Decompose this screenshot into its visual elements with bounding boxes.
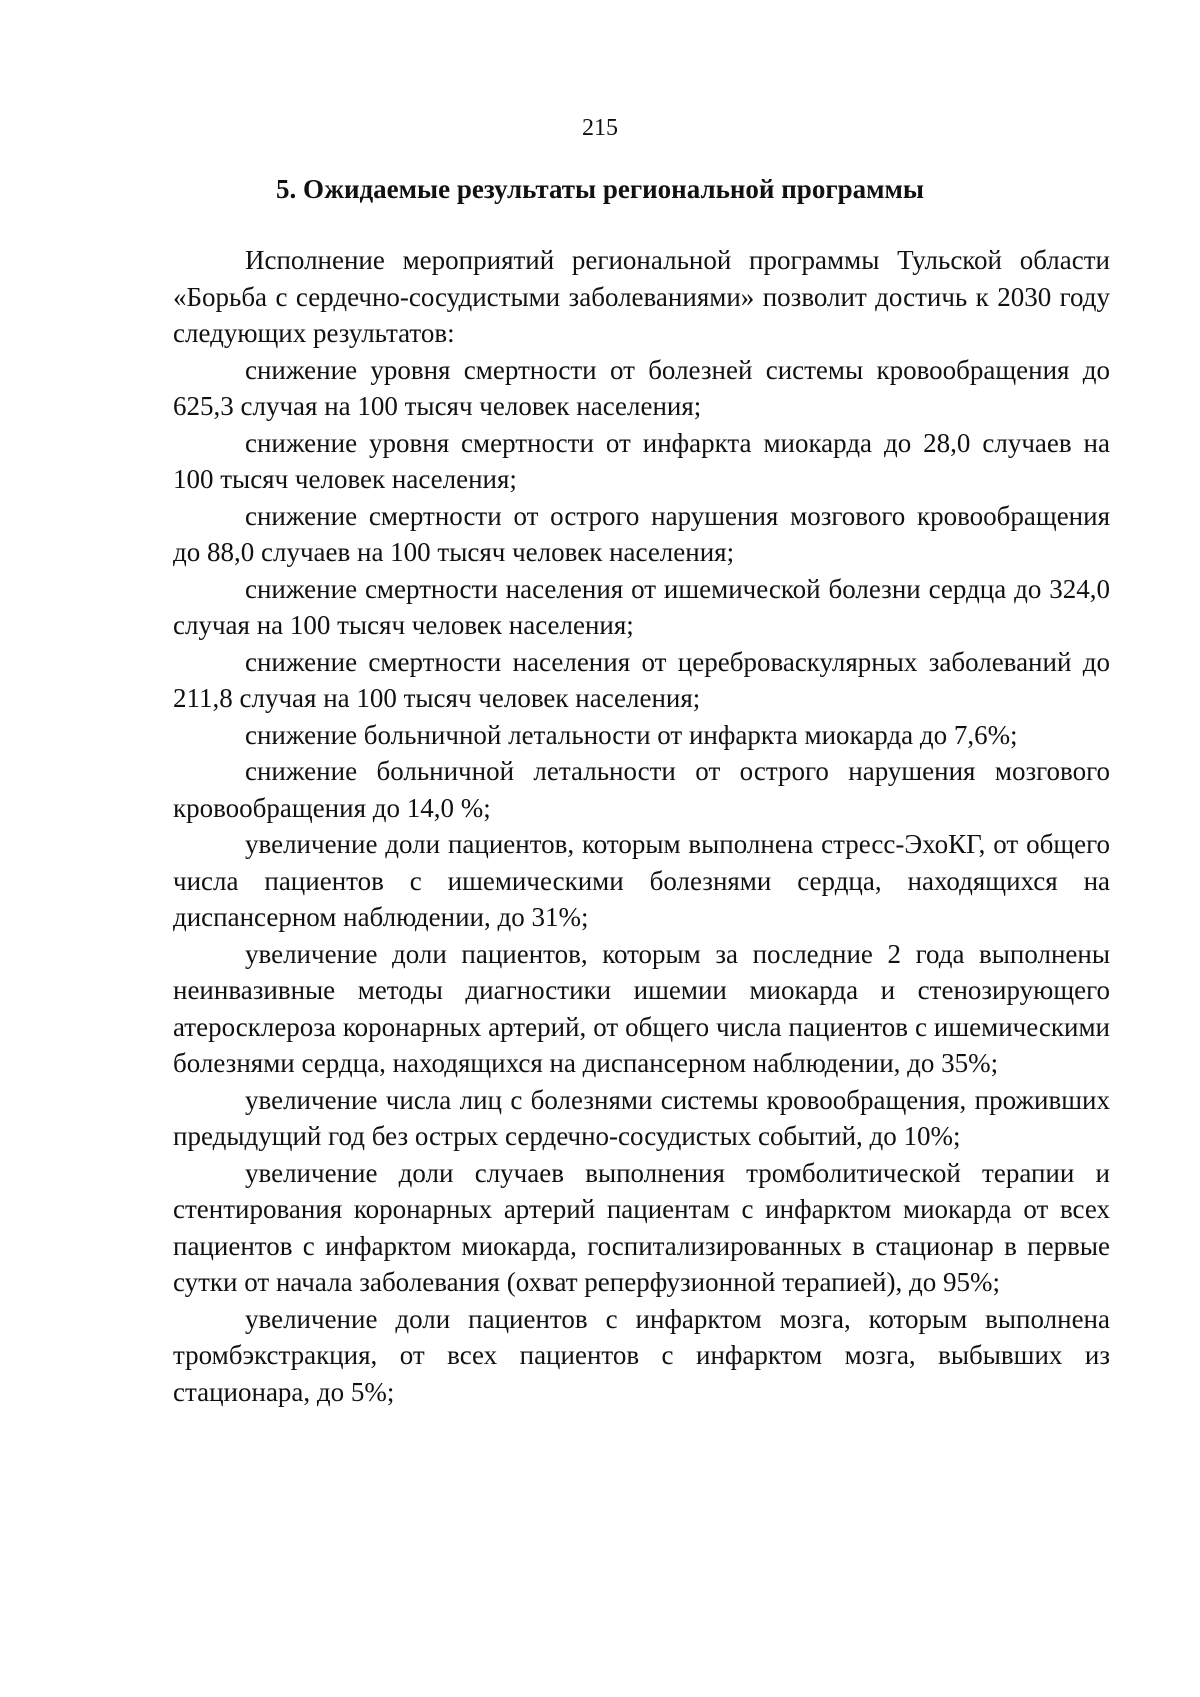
- paragraph-item: увеличение числа лиц с болезнями системы кровообращения, проживших предыдущий год без острых сердечно-сосудистых событий, до 10%;: [173, 1084, 1110, 1151]
- paragraph-item: увеличение доли пациентов с инфарктом мозга, которым выполнена тромбэкстракция, от всех пациентов с инфарктом мозга, выбывших из стационара, до 5%;: [173, 1303, 1110, 1407]
- paragraph-item: увеличение доли пациентов, которым выполнена стресс-ЭхоКГ, от общего числа пациентов с ишемическими болезнями сердца, находящихся на диспансерном наблюдении, до 31%;: [173, 829, 1110, 932]
- paragraph-intro: Исполнение мероприятий региональной программы Тульской области «Борьба с сердечно-сосудистыми заболеваниями» позволит достичь к 2030 году следующих результатов:: [173, 245, 1110, 348]
- paragraph-item: снижение уровня смертности от болезней системы кровообращения до 625,3 случая на 100 тысяч человек населения;: [173, 354, 1110, 421]
- document-body: [173, 242, 1110, 1410]
- paragraph-item: снижение уровня смертности от инфаркта миокарда до 28,0 случаев на 100 тысяч человек населения;: [173, 427, 1110, 494]
- paragraph-item: снижение смертности от острого нарушения мозгового кровообращения до 88,0 случаев на 100 тысяч человек населения;: [173, 500, 1110, 567]
- paragraph-item: увеличение доли пациентов, которым за последние 2 года выполнены неинвазивные методы диагностики ишемии миокарда и стенозирующего атеросклероза коронарных артерий, от общего числа пациентов с ишемическими болезнями сердца, находящихся на диспансерном наблюдении, до 35%;: [173, 938, 1110, 1078]
- paragraph-item: снижение больничной летальности от инфаркта миокарда до 7,6%;: [245, 719, 1018, 750]
- paragraph-item: снижение больничной летальности от острого нарушения мозгового кровообращения до 14,0 %;: [173, 756, 1110, 823]
- paragraph-item: увеличение доли случаев выполнения тромболитической терапии и стентирования коронарных артерий пациентам с инфарктом миокарда от всех пациентов с инфарктом миокарда, госпитализированных в стационар в первые сутки от начала заболевания (охват реперфузионной терапией), до 95%;: [173, 1157, 1110, 1297]
- paragraph-item: снижение смертности населения от ишемической болезни сердца до 324,0 случая на 100 тысяч человек населения;: [173, 573, 1110, 640]
- section-heading: 5. Ожидаемые результаты региональной программы: [276, 174, 924, 204]
- page-number: 215: [582, 115, 618, 141]
- paragraph-item: снижение смертности населения от цереброваскулярных заболеваний до 211,8 случая на 100 тысяч человек населения;: [173, 646, 1110, 713]
